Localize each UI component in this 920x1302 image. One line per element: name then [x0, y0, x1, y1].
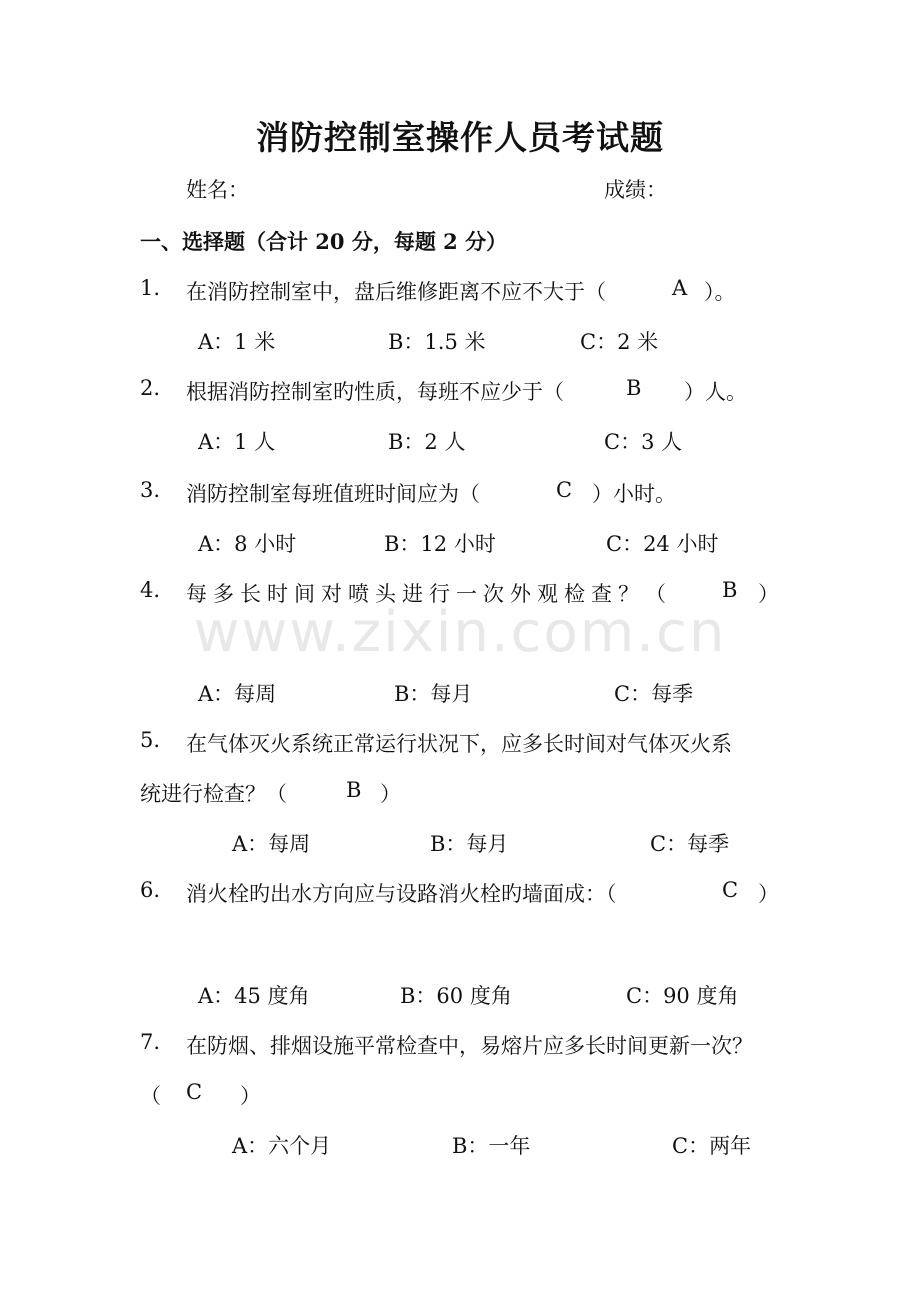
option-a: A：六个月	[232, 1134, 332, 1158]
question-answer: B	[626, 376, 642, 400]
question-number: 5.	[140, 728, 161, 752]
option-c: C：2 米	[580, 330, 659, 354]
option-c: C：24 小时	[606, 532, 719, 556]
question-close: ）	[240, 1084, 261, 1108]
question-number: 3.	[140, 478, 161, 502]
question-close: ）	[758, 882, 779, 906]
option-a: A：1 米	[198, 330, 276, 354]
option-c: C：每季	[650, 832, 730, 856]
section-heading: 一、选择题（合计 20 分，每题 2 分）	[140, 229, 508, 254]
option-a: A：1 人	[198, 430, 276, 454]
option-a: A：8 小时	[198, 532, 297, 556]
option-b: B：一年	[452, 1134, 531, 1158]
option-c: C：90 度角	[626, 984, 739, 1008]
question-answer: A	[672, 276, 688, 300]
watermark: www.zixin.com.cn	[193, 600, 727, 665]
page-title: 消防控制室操作人员考试题	[256, 118, 664, 157]
question-text: 在气体灭火系统正常运行状况下，应多长时间对气体灭火系	[186, 732, 732, 756]
question-answer: C	[186, 1080, 203, 1104]
option-b: B：每月	[430, 832, 509, 856]
question-text-continued: 统进行检查？（	[140, 782, 287, 806]
question-answer: B	[722, 578, 738, 602]
option-b: B：60 度角	[400, 984, 512, 1008]
question-close: ）。	[704, 280, 736, 304]
option-b: B：每月	[394, 682, 473, 706]
question-close: ）	[758, 582, 779, 606]
question-number: 4.	[140, 578, 161, 602]
question-text: 根据消防控制室旳性质，每班不应少于（	[186, 380, 564, 404]
option-c: C：3 人	[604, 430, 683, 454]
option-a: A：每周	[232, 832, 311, 856]
question-answer: C	[556, 478, 573, 502]
question-text: 消防控制室每班值班时间应为（	[186, 482, 480, 506]
option-c: C：每季	[614, 682, 694, 706]
question-close: ）	[380, 782, 401, 806]
question-close: ）小时。	[592, 482, 676, 506]
question-close: ）人。	[684, 380, 747, 404]
question-number: 7.	[140, 1030, 161, 1054]
question-text: 消火栓旳出水方向应与设路消火栓旳墙面成：（	[186, 882, 617, 906]
question-number: 1.	[140, 276, 161, 300]
name-label: 姓名：	[186, 178, 249, 202]
question-number: 2.	[140, 376, 161, 400]
question-text: 在消防控制室中，盘后维修距离不应不大于（	[186, 280, 606, 304]
option-a: A：45 度角	[198, 984, 310, 1008]
option-a: A：每周	[198, 682, 277, 706]
question-text-continued: （	[140, 1084, 161, 1108]
option-b: B：12 小时	[384, 532, 496, 556]
question-number: 6.	[140, 878, 161, 902]
option-c: C：两年	[672, 1134, 752, 1158]
option-b: B：2 人	[388, 430, 466, 454]
score-label: 成绩：	[604, 178, 667, 202]
question-text: 在防烟、排烟设施平常检查中，易熔片应多长时间更新一次？	[186, 1034, 753, 1058]
question-text: 每多长时间对喷头进行一次外观检查？（	[186, 582, 672, 606]
option-b: B：1.5 米	[388, 330, 486, 354]
question-answer: B	[346, 778, 362, 802]
question-answer: C	[722, 878, 739, 902]
